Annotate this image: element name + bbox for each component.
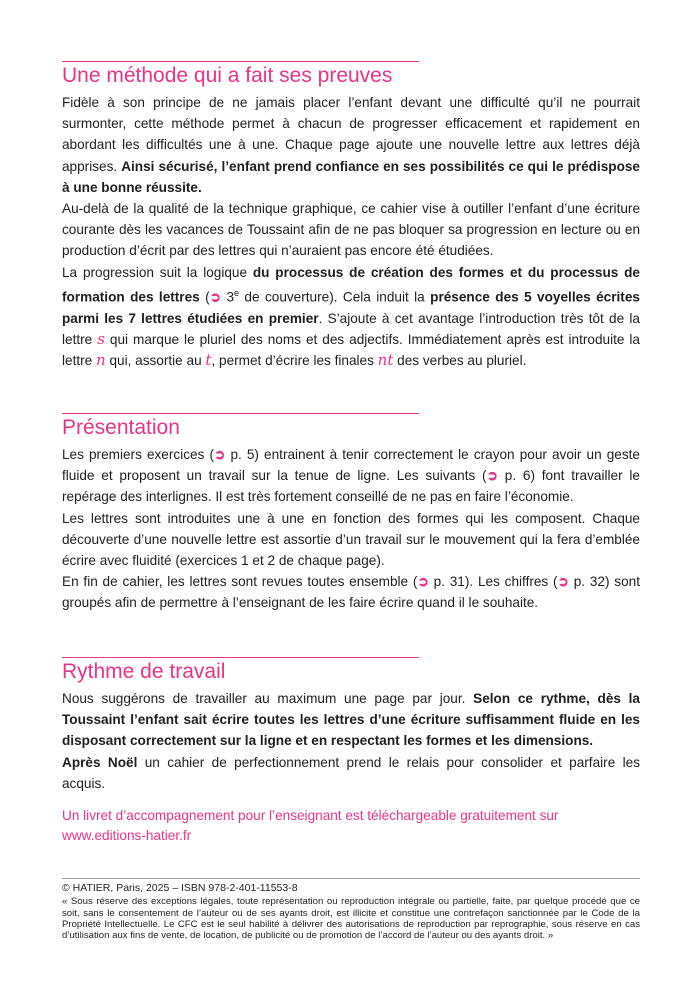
arrow-icon: ➲: [486, 468, 498, 484]
text: Fidèle à son principe de ne jamais placer l’enfant devant une difficulté qu’il ne pourrait surmonter, cette méthode permet à chacun de progresser efficacement et rapidement en abordant les difficultés une à une. Chaque page ajoute une nouvelle lettre aux lettres déjà apprises.: [62, 95, 640, 174]
text: p. 6) font travailler le repérage des interlignes. Il est très fortement conseillé de ne pas en faire l’économie.: [62, 468, 640, 505]
bold-text: présence des 5 voyelles écrites parmi les 7 lettres étudiées en premier: [62, 289, 640, 326]
text: qui marque le pluriel des noms et des adjectifs. Immédiatement après est introduite la lettre: [62, 331, 640, 368]
text: Les premiers exercices (: [62, 447, 214, 462]
paragraph: [62, 92, 640, 198]
copyright-line: © HATIER, Paris, 2025 – ISBN 978-2-401-11553-8: [62, 882, 298, 894]
cursive-letters-nt: nt: [377, 350, 394, 369]
text: un cahier de perfectionnement prend le relais pour consolider et parfaire les acquis.: [62, 754, 641, 791]
text: La progression suit la logique: [62, 264, 253, 280]
paragraph: [62, 752, 640, 794]
text: p. 31). Les chiffres (: [428, 574, 558, 590]
section-title: Rythme de travail: [62, 660, 226, 683]
paragraph: [62, 262, 640, 372]
text: (: [199, 289, 210, 305]
section-title: Présentation: [62, 416, 180, 439]
paragraph: [62, 571, 640, 613]
bold-text: Selon ce rythme, dès la Toussaint l’enfant sait écrire toutes les lettres d’une écriture suffisamment fluide en les disposant correctement sur la ligne et en respectant les formes et les dimensions.: [62, 691, 640, 749]
arrow-icon: ➲: [213, 447, 226, 462]
text: p. 5) entrainent à tenir correctement le crayon pour avoir un geste fluide et proposent un travail sur la tenue de ligne. Les suivants (: [62, 447, 640, 484]
text: Nous suggérons de travailler au maximum une page par jour.: [62, 691, 474, 706]
superscript: e: [234, 287, 240, 298]
section-rule: [62, 657, 419, 658]
section-rule: [62, 61, 419, 62]
cursive-letter-t: t: [205, 350, 212, 369]
paragraph: Au-delà de la qualité de la technique graphique, ce cahier vise à outiller l’enfant d’une écriture courante dès les vacances de Toussaint afin de ne pas bloquer sa progression en lecture ou en production d’écrit par des lettres qui n’auraient pas encore été étudiées.: [62, 201, 640, 259]
website-link[interactable]: www.editions-hatier.fr: [62, 828, 192, 843]
text: En fin de cahier, les lettres sont revues toutes ensemble (: [62, 574, 418, 590]
arrow-icon: ➲: [557, 574, 569, 590]
section-rythme: [62, 657, 640, 794]
bold-text: Après Noël: [62, 754, 138, 770]
legal-notice: « Sous réserve des exceptions légales, toute représentation ou reproduction intégrale ou partielle, faite, par quelque procédé que ce soit, sans le consentement de l’auteur ou de ses ayants droit, est illicite et constitue une contrefaçon sanctionnée par le Code de la Propriété Intellectuelle. Le CFC est le seul habilité à délivrer des autorisations de reproduction par reprographie, sous réserve en cas d’utilisation aux fins de vente, de location, de publicité ou de promotion de l’accord de l’auteur ou des ayants droit. »: [62, 896, 640, 942]
text: de couverture). Cela induit la: [239, 289, 431, 305]
paragraph: Les lettres sont introduites une à une en fonction des formes qui les composent. Chaque découverte d’une nouvelle lettre est assortie d’un travail sur le mouvement qui la fera d’emblée écrire avec fluidité (exercices 1 et 2 de chaque page).: [62, 510, 640, 569]
arrow-icon: ➲: [209, 289, 222, 305]
text: 3: [221, 289, 235, 305]
text: qui, assortie au: [105, 352, 206, 368]
bold-text: Ainsi sécurisé, l’enfant prend confiance en ses possibilités ce qui le prédispose à une bonne réussite.: [62, 158, 640, 195]
section-rule: [62, 413, 419, 414]
cursive-letter-s: s: [97, 329, 105, 348]
paragraph: [62, 444, 640, 508]
text: , permet d’écrire les finales: [211, 352, 378, 368]
section-presentation: [62, 413, 640, 614]
section-title: Une méthode qui a fait ses preuves: [62, 64, 393, 87]
legal-footer: [62, 878, 640, 941]
footer-rule: [62, 878, 640, 879]
teacher-guide-note: [62, 806, 640, 846]
text: . S’ajoute à cet avantage l’introduction très tôt de la lettre: [62, 310, 640, 347]
promo-text: Un livret d’accompagnement pour l’enseignant est téléchargeable gratuitement sur: [62, 808, 559, 823]
text: des verbes au pluriel.: [393, 352, 527, 368]
text: p. 32) sont groupés afin de permettre à l’enseignant de les faire écrire quand il le souhaite.: [62, 574, 640, 611]
arrow-icon: ➲: [417, 574, 429, 590]
paragraph: [62, 688, 640, 752]
section-methode: [62, 61, 640, 371]
cursive-letter-n: n: [96, 350, 106, 369]
bold-text: du processus de création des formes et du processus de formation des lettres: [62, 264, 640, 305]
